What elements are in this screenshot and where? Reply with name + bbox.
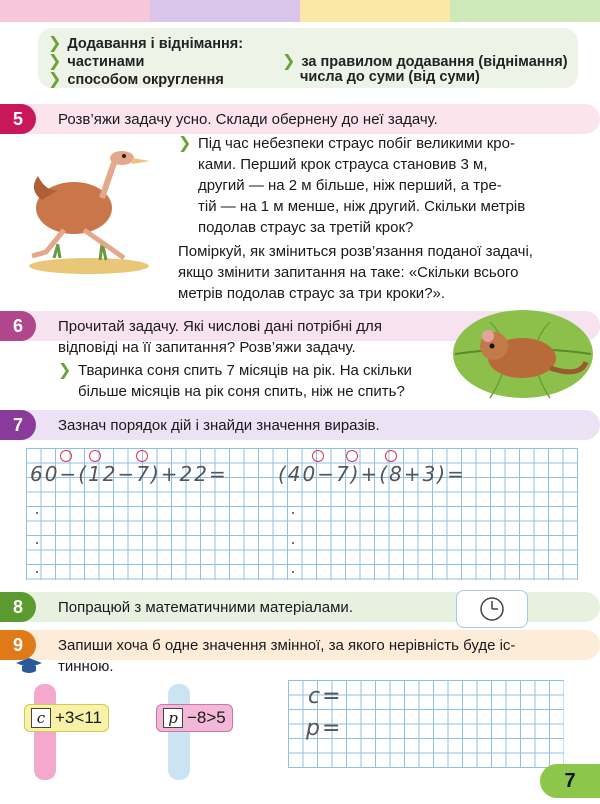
chevron-right-icon: ❯ <box>48 71 62 88</box>
inequality-1 <box>24 704 109 732</box>
task5-followup <box>178 241 533 304</box>
task9-instruction-line: Запиши хоча б одне значення змінної, за якого нерівність буде іс- <box>58 637 516 654</box>
answer-dot <box>292 571 294 573</box>
task5-problem-line: Під час небезпеки страус побіг великими кро- <box>198 135 515 152</box>
task7-instruction: Зазнач порядок дій і знайди значення виразів. <box>58 417 380 434</box>
task8-number: 8 <box>0 592 36 622</box>
clock-icon <box>479 596 505 622</box>
answer-dot <box>36 571 38 573</box>
order-circle[interactable] <box>89 450 101 462</box>
clock-button[interactable] <box>456 590 528 628</box>
answer-c: c= <box>308 684 343 709</box>
order-circle[interactable] <box>60 450 72 462</box>
chevron-right-icon: ❯ <box>48 35 62 52</box>
ostrich-illustration <box>14 148 164 278</box>
topic-parts: ❯ частинами <box>48 53 145 70</box>
task7-expression-2: (40−7)+(8+3)= <box>278 462 466 486</box>
task5-number: 5 <box>0 104 36 134</box>
task5-followup-line: Поміркуй, як зміниться розв’язання поданої задачі, <box>178 243 533 260</box>
task6-instruction <box>58 316 382 358</box>
topic-title: ❯ Додавання і віднімання: <box>48 35 244 52</box>
task5-instruction: Розв’яжи задачу усно. Склади обернену до неї задачу. <box>58 111 438 128</box>
answer-p: p= <box>306 716 343 741</box>
task6-problem <box>58 360 412 402</box>
order-circle[interactable] <box>136 450 148 462</box>
answer-dot <box>36 512 38 514</box>
task5-problem <box>178 133 525 238</box>
task7-number: 7 <box>0 410 36 440</box>
task9-number: 9 <box>0 630 36 660</box>
order-circle[interactable] <box>346 450 358 462</box>
chevron-right-icon: ❯ <box>178 135 192 152</box>
variable-box: c <box>31 708 51 728</box>
task6-number: 6 <box>0 311 36 341</box>
task6-problem-line: більше місяців на рік соня спить, ніж не спить? <box>78 383 405 400</box>
task6-problem-line: Тваринка соня спить 7 місяців на рік. На скільки <box>78 362 412 379</box>
task6-instruction-line: відповіді на її запитання? Розв’яжи задачу. <box>58 339 356 356</box>
top-band-pink <box>0 0 150 22</box>
top-band-green <box>450 0 600 22</box>
inequality-1-rest: +3<11 <box>55 708 102 727</box>
task7-expression-1: 60−(12−7)+22= <box>30 462 228 486</box>
task6-instruction-line: Прочитай задачу. Які числові дані потрібні для <box>58 318 382 335</box>
top-band-yellow <box>300 0 450 22</box>
order-circle[interactable] <box>385 450 397 462</box>
top-band-purple <box>150 0 300 22</box>
answer-dot <box>292 542 294 544</box>
page-number: 7 <box>540 764 600 798</box>
chevron-right-icon: ❯ <box>58 362 72 379</box>
chevron-right-icon: ❯ <box>48 53 62 70</box>
task5-problem-line: тій — на 1 м менше, ніж другий. Скільки метрів <box>198 198 526 215</box>
variable-box: p <box>163 708 183 728</box>
task5-problem-line: другий — на 2 м більше, ніж перший, а тре- <box>198 177 502 194</box>
task5-problem-line: подолав страус за третій крок? <box>198 219 414 236</box>
task8-instruction: Попрацюй з математичними матеріалами. <box>58 599 353 616</box>
inequality-2 <box>156 704 233 732</box>
answer-dot <box>36 542 38 544</box>
dormouse-illustration <box>450 306 596 402</box>
topic-rounding: ❯ способом округлення <box>48 71 224 88</box>
inequality-1-decoration <box>34 684 56 780</box>
task9-instruction-line: тинною. <box>58 658 114 675</box>
task9-instruction <box>58 635 515 677</box>
answer-dot <box>292 512 294 514</box>
task5-problem-line: ками. Перший крок страуса становив 3 м, <box>198 156 488 173</box>
inequality-2-rest: −8>5 <box>187 708 226 727</box>
topic-rule-cont: числа до суми (від суми) <box>300 69 480 85</box>
topic-rule: ❯ за правилом додавання (віднімання) <box>282 53 568 70</box>
task5-followup-line: метрів подолав страус за три кроки?». <box>178 285 446 302</box>
graduation-cap-icon <box>14 656 44 674</box>
inequality-2-decoration <box>168 684 190 780</box>
chevron-right-icon: ❯ <box>282 53 296 70</box>
task5-followup-line: якщо змінити запитання на таке: «Скільки всього <box>178 264 519 281</box>
order-circle[interactable] <box>312 450 324 462</box>
